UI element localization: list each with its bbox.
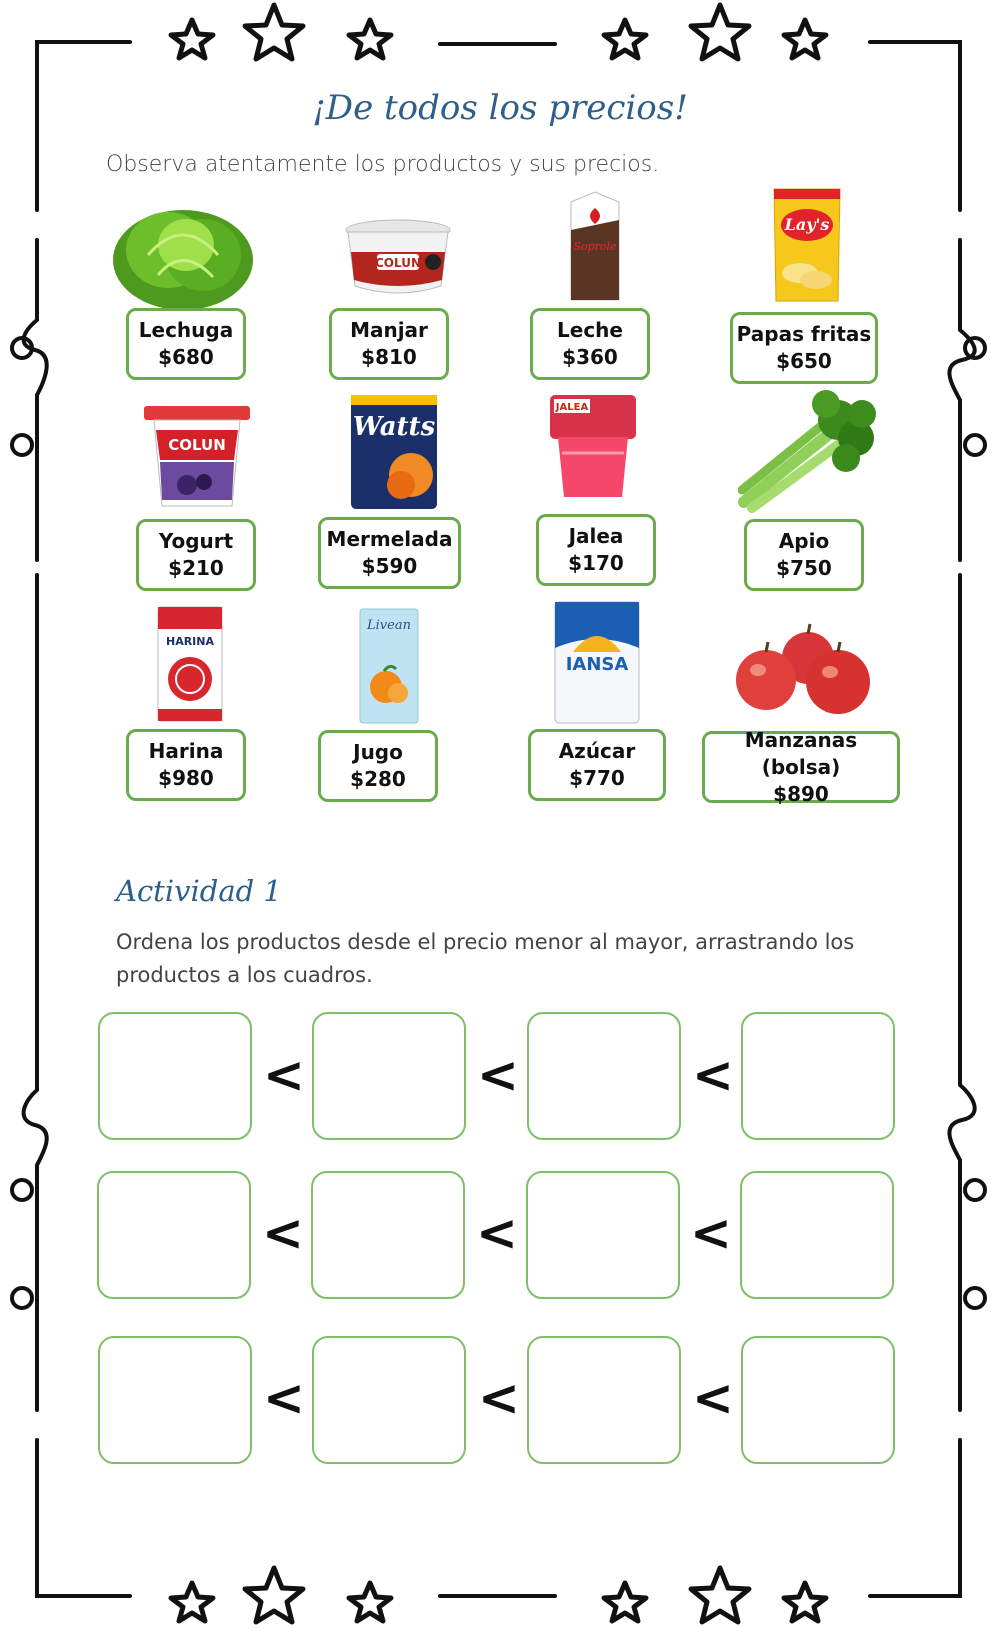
less-than-sign: < xyxy=(477,1046,519,1104)
product-price: $680 xyxy=(158,345,214,369)
product-label-jugo xyxy=(318,730,438,802)
drop-zone[interactable] xyxy=(740,1171,894,1299)
product-label-azucar xyxy=(528,729,666,801)
product-name: Lechuga xyxy=(138,318,234,342)
product-price: $170 xyxy=(568,551,624,575)
product-label-harina xyxy=(126,729,246,801)
less-than-sign: < xyxy=(692,1046,734,1104)
drop-zone[interactable] xyxy=(98,1012,252,1140)
apples-icon xyxy=(734,622,878,722)
jelly-cup-icon xyxy=(548,393,638,503)
activity-instructions: Ordena los productos desde el precio menor al mayor, arrastrando los productos a los cuadros. xyxy=(116,930,855,987)
activity-title: Actividad 1 xyxy=(116,874,282,908)
less-than-sign: < xyxy=(263,1369,305,1427)
svg-text:IANSA: IANSA xyxy=(565,654,629,675)
less-than-sign: < xyxy=(690,1204,732,1262)
page-subtitle: Observa atentamente los productos y sus precios. xyxy=(106,152,660,177)
product-name: Jugo xyxy=(353,740,403,764)
drop-zone[interactable] xyxy=(741,1336,895,1464)
product-name: Harina xyxy=(148,739,224,763)
manjar-cup-icon xyxy=(343,218,453,300)
yogurt-cup-icon xyxy=(142,400,252,510)
drop-zone[interactable] xyxy=(526,1171,680,1299)
jam-pack-icon xyxy=(349,393,439,511)
drop-zone[interactable] xyxy=(527,1012,681,1140)
drop-zone[interactable] xyxy=(527,1336,681,1464)
lettuce-icon xyxy=(108,195,258,315)
product-name: Leche xyxy=(557,318,623,342)
product-name: Jalea xyxy=(568,524,624,548)
product-name: Mermelada xyxy=(326,527,453,551)
product-price: $750 xyxy=(776,556,832,580)
svg-text:COLUN: COLUN xyxy=(374,256,422,270)
product-price: $280 xyxy=(350,767,406,791)
product-name: Manzanas (bolsa) xyxy=(744,727,858,779)
svg-text:COLUN: COLUN xyxy=(168,436,226,454)
product-price: $650 xyxy=(776,349,832,373)
drop-zone[interactable] xyxy=(98,1336,252,1464)
product-label-manzanas xyxy=(702,727,900,806)
less-than-sign: < xyxy=(263,1046,305,1104)
product-label-jalea xyxy=(536,514,656,586)
drop-zone[interactable] xyxy=(97,1171,251,1299)
svg-text:HARINA: HARINA xyxy=(165,635,215,648)
product-label-apio xyxy=(744,519,864,591)
product-label-leche xyxy=(530,308,650,380)
product-price: $810 xyxy=(361,345,417,369)
product-price: $980 xyxy=(158,766,214,790)
juice-box-icon xyxy=(358,607,420,725)
flour-bag-icon xyxy=(156,605,224,723)
sugar-bag-icon xyxy=(553,600,641,725)
svg-text:Soprole: Soprole xyxy=(573,240,617,253)
product-name: Azúcar xyxy=(558,739,636,763)
product-name: Yogurt xyxy=(158,529,234,553)
product-price: $590 xyxy=(361,554,418,578)
less-than-sign: < xyxy=(262,1204,304,1262)
drop-zone[interactable] xyxy=(312,1012,466,1140)
svg-text:JALEA: JALEA xyxy=(555,402,589,413)
page-title: ¡De todos los precios! xyxy=(312,88,688,128)
chips-bag-icon xyxy=(768,185,846,305)
product-price: $360 xyxy=(562,345,618,369)
product-name: Manjar xyxy=(350,318,428,342)
product-label-lechuga xyxy=(126,308,246,380)
less-than-sign: < xyxy=(692,1369,734,1427)
product-name: Papas fritas xyxy=(736,322,872,346)
product-price: $770 xyxy=(569,766,625,790)
drop-zone[interactable] xyxy=(311,1171,465,1299)
product-price: $210 xyxy=(168,556,224,580)
svg-text:Watts: Watts xyxy=(352,412,436,442)
product-label-mermelada xyxy=(318,517,461,589)
product-name: Apio xyxy=(778,529,830,553)
less-than-sign: < xyxy=(476,1204,518,1262)
drop-zone[interactable] xyxy=(312,1336,466,1464)
product-label-papas xyxy=(730,312,878,384)
less-than-sign: < xyxy=(478,1369,520,1427)
product-price: $890 xyxy=(773,781,829,806)
milk-carton-icon xyxy=(565,190,625,302)
product-label-manjar xyxy=(329,308,449,380)
product-label-yogurt xyxy=(136,519,256,591)
celery-icon xyxy=(738,390,880,514)
svg-text:Livean: Livean xyxy=(367,618,411,633)
svg-text:Lay's: Lay's xyxy=(784,215,830,234)
drop-zone[interactable] xyxy=(741,1012,895,1140)
